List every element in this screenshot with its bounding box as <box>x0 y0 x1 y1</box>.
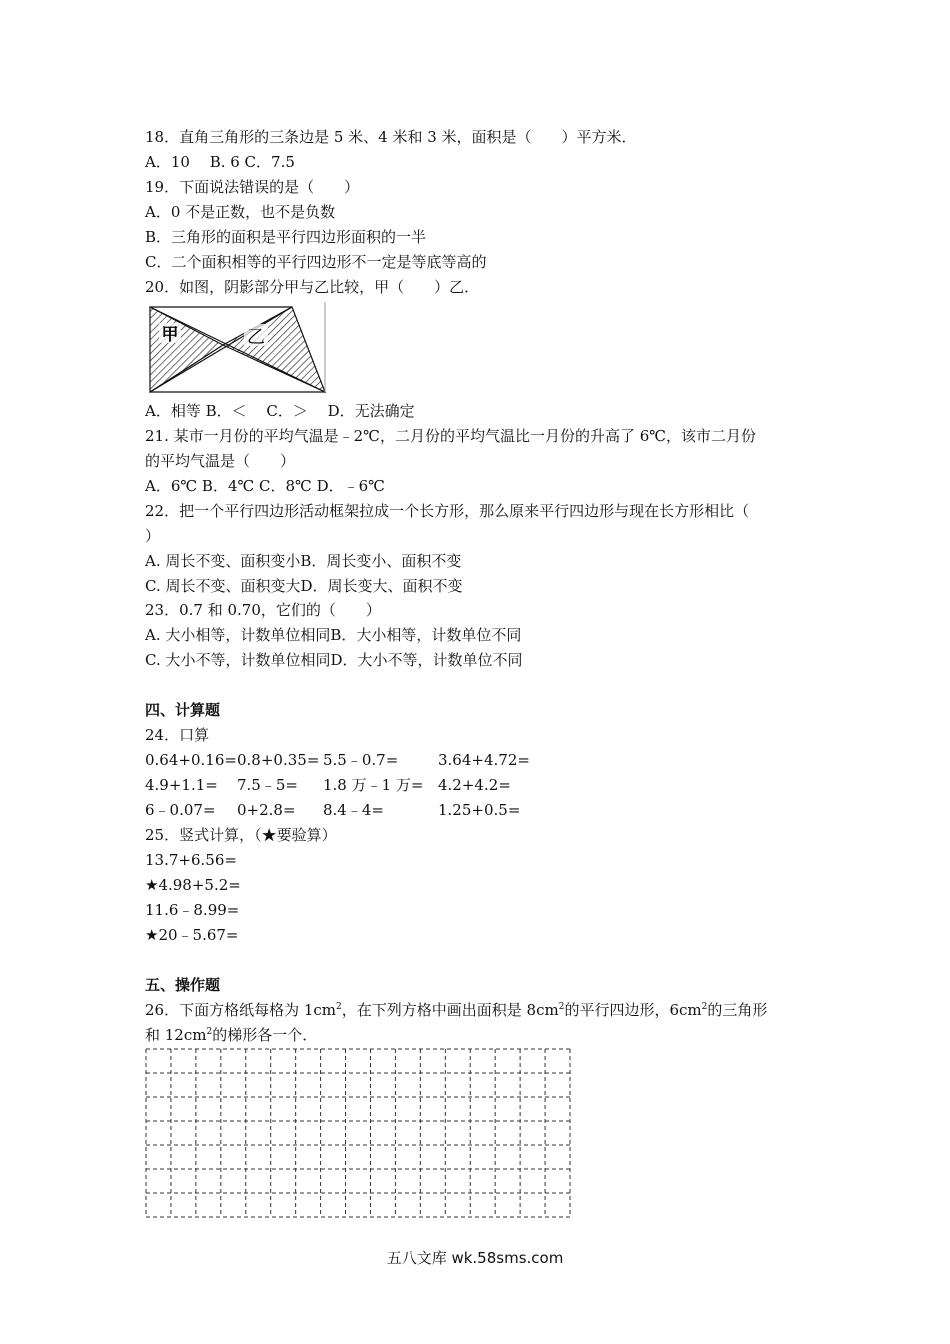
q25-item-3: 11.6﹣8.99= <box>145 901 240 919</box>
q19-option-c: C．二个面积相等的平行四边形不一定是等底等高的 <box>145 253 487 271</box>
calc-r2-c3: 1.8 万﹣1 万= <box>323 776 424 794</box>
q23-options-ab: A. 大小相等，计数单位相同B．大小相等，计数单位不同 <box>145 626 522 644</box>
q19-stem: 19．下面说法错误的是（ ） <box>145 178 360 196</box>
triangle-jia <box>150 307 223 392</box>
q26-line1: 26．下面方格纸每格为 $1cm^2$，在下列方格中画出面积是 $8cm^2$的平行四边形，$6cm^2$的三角形 <box>145 1001 768 1019</box>
calc-r1-c4: 3.64+4.72= <box>438 751 530 769</box>
calc-r2-c2: 7.5﹣5= <box>237 776 298 794</box>
label-yi: 乙 <box>247 327 265 348</box>
dashed-grid <box>145 1048 571 1218</box>
calc-r3-c2: 0+2.8= <box>237 801 296 819</box>
q22-options-cd: C. 周长不变、面积变大D．周长变大、面积不变 <box>145 577 463 595</box>
label-jia: 甲 <box>161 325 179 345</box>
q26-line2: 和 $12cm^2$的梯形各一个． <box>145 1026 318 1044</box>
q21-stem-line2: 的平均气温是（ ） <box>145 452 296 470</box>
q20-options: A．相等 B．＜ C．＞ D．无法确定 <box>145 402 415 420</box>
q19-option-b: B．三角形的面积是平行四边形面积的一半 <box>145 228 427 246</box>
q22-options-ab: A. 周长不变、面积变小B．周长变小、面积不变 <box>145 552 462 570</box>
q25-item-2: ★4.98+5.2= <box>145 876 241 894</box>
q22-stem-line2: ） <box>145 527 161 545</box>
section5-title: 五、操作题 <box>145 976 221 994</box>
section4-title: 四、计算题 <box>145 701 221 719</box>
calc-r3-c3: 8.4﹣4= <box>323 801 384 819</box>
q25-item-1: 13.7+6.56= <box>145 851 237 869</box>
q21-stem-line1: 21. 某市一月份的平均气温是﹣2℃，二月份的平均气温比一月份的升高了 6℃，该市二月份 <box>145 427 757 445</box>
calc-r1-c2: 0.8+0.35= <box>237 751 320 769</box>
calc-r3-c4: 1.25+0.5= <box>438 801 521 819</box>
q25-title: 25．竖式计算，（★要验算） <box>145 826 337 844</box>
q19-option-a: A．0 不是正数，也不是负数 <box>145 203 336 221</box>
shaded-triangles-figure <box>145 302 330 397</box>
q23-options-cd: C. 大小不等，计数单位相同D．大小不等，计数单位不同 <box>145 651 523 669</box>
q24-title: 24．口算 <box>145 726 210 744</box>
q23-stem: 23．0.7 和 0.70，它们的（ ） <box>145 601 381 619</box>
calc-r1-c1: 0.64+0.16= <box>145 751 237 769</box>
q22-stem-line1: 22．把一个平行四边形活动框架拉成一个长方形，那么原来平行四边形与现在长方形相比（ <box>145 502 750 520</box>
calc-r3-c1: 6﹣0.07= <box>145 801 216 819</box>
footer-watermark: 五八文库 wk.58sms.com <box>386 1249 564 1267</box>
q18-stem: 18．直角三角形的三条边是 5 米、4 米和 3 米，面积是（ ）平方米． <box>145 128 637 146</box>
calc-r1-c3: 5.5﹣0.7= <box>323 751 399 769</box>
calc-r2-c4: 4.2+4.2= <box>438 776 511 794</box>
q21-options: A．6℃ B．4℃ C．8℃ D．﹣6℃ <box>145 477 385 495</box>
q20-stem: 20．如图，阴影部分甲与乙比较，甲（ ）乙． <box>145 278 480 296</box>
q25-item-4: ★20﹣5.67= <box>145 926 239 944</box>
q18-options: A．10 B. 6 C．7.5 <box>145 153 295 171</box>
q20-figure <box>145 302 330 401</box>
grid-paper <box>145 1048 571 1222</box>
calc-r2-c1: 4.9+1.1= <box>145 776 218 794</box>
